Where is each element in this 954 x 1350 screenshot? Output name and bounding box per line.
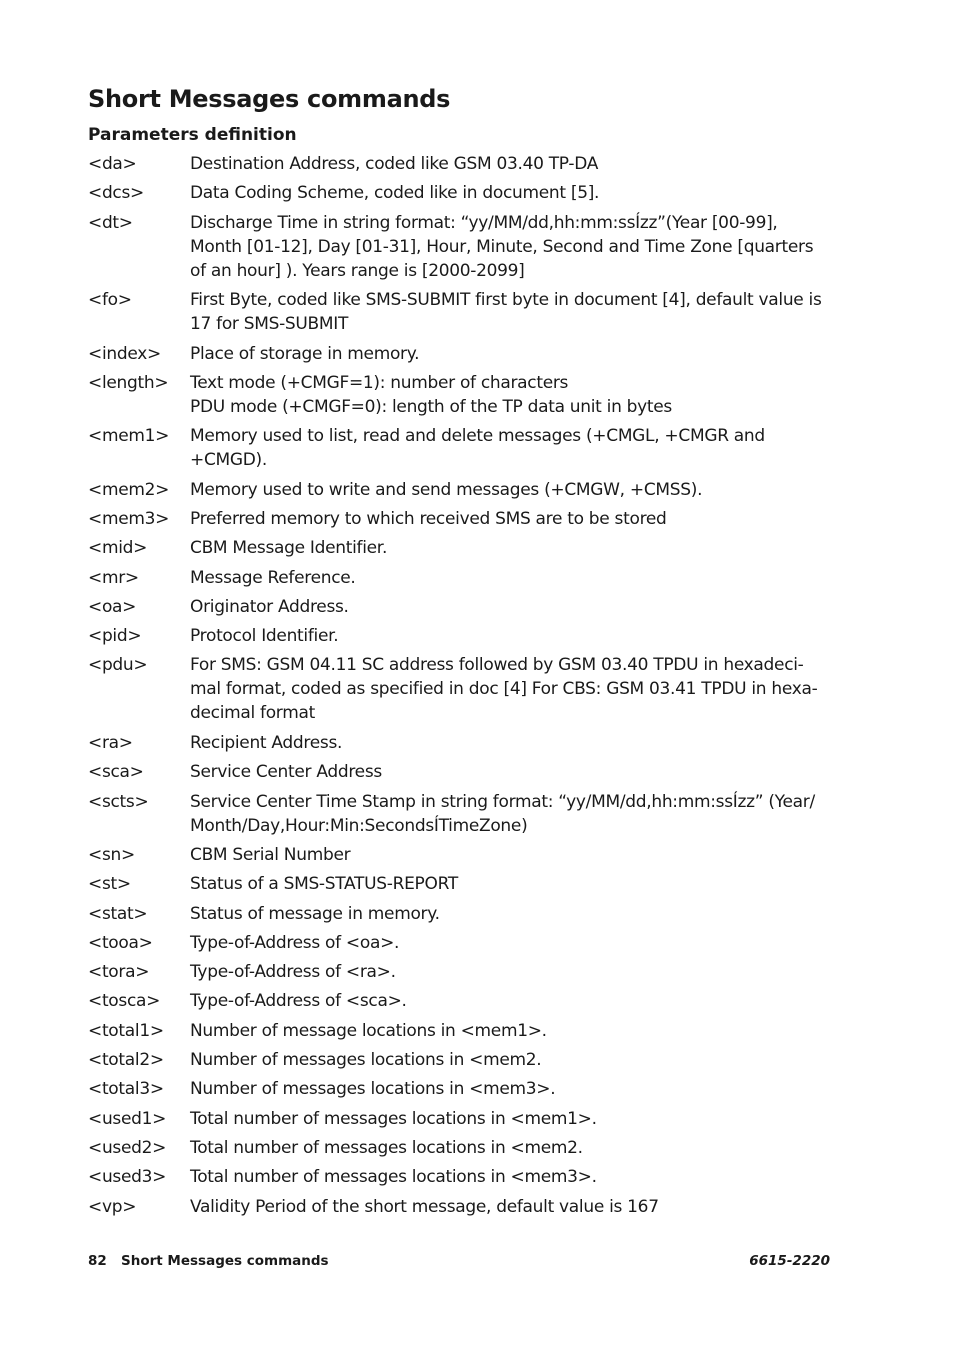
parameter-term: <mem2>: [88, 479, 170, 500]
parameter-term: <da>: [88, 154, 137, 174]
parameter-term: <fo>: [88, 290, 132, 311]
parameter-description: [190, 989, 838, 1013]
parameter-description: [190, 211, 838, 283]
parameter-description: [190, 595, 838, 619]
parameter-description: [190, 931, 838, 955]
parameter-term: <stat>: [88, 903, 148, 924]
description-line: Place of storage in memory.: [190, 343, 420, 364]
description-line: Preferred memory to which received SMS are to be stored: [190, 508, 667, 529]
parameter-term: <index>: [88, 343, 161, 364]
description-line: Text mode (+CMGF=1): number of characters: [190, 372, 569, 393]
description-line: Total number of messages locations in <mem1>.: [190, 1108, 597, 1129]
description-line: 17 for SMS-SUBMIT: [190, 314, 349, 335]
parameter-description: [190, 872, 838, 896]
parameter-description: [190, 536, 838, 560]
parameter-description: [190, 371, 838, 419]
description-line: Service Center Time Stamp in string format: “yy/MM/dd,hh:mm:ssÍzz” (Year/: [190, 791, 815, 812]
description-line: Type-of-Address of <sca>.: [190, 991, 407, 1012]
parameter-description: [190, 731, 838, 755]
parameter-term: <total3>: [88, 1079, 164, 1100]
parameter-description: [190, 843, 838, 867]
parameter-term: <ra>: [88, 732, 133, 753]
parameter-description: [190, 1077, 838, 1101]
parameter-description: [190, 1165, 838, 1189]
description-line: CBM Message Identifier.: [190, 538, 388, 559]
parameter-description: [190, 152, 838, 176]
description-line: PDU mode (+CMGF=0): length of the TP data unit in bytes: [190, 396, 672, 417]
description-line: Service Center Address: [190, 762, 382, 783]
description-line: mal format, coded as specified in doc [4] For CBS: GSM 03.41 TPDU in hexa-: [190, 679, 818, 700]
parameter-description: [190, 181, 838, 205]
parameter-description: [190, 1195, 838, 1219]
parameter-term: <mr>: [88, 567, 139, 588]
parameter-description: [190, 424, 838, 472]
description-line: Number of message locations in <mem1>.: [190, 1020, 547, 1041]
parameter-term: <mem1>: [88, 426, 170, 447]
description-line: Status of message in memory.: [190, 903, 440, 924]
description-line: Total number of messages locations in <mem3>.: [190, 1167, 597, 1188]
description-line: Number of messages locations in <mem3>.: [190, 1079, 556, 1100]
parameter-description: [190, 342, 838, 366]
description-line: Data Coding Scheme, coded like in document [5].: [190, 183, 600, 204]
description-line: Validity Period of the short message, default value is 167: [190, 1196, 659, 1217]
parameter-description: [190, 478, 838, 502]
description-line: Destination Address, coded like GSM 03.40 TP-DA: [190, 154, 599, 174]
page-title: Short Messages commands: [88, 85, 451, 113]
parameter-description: [190, 1019, 838, 1043]
description-line: Discharge Time in string format: “yy/MM/dd,hh:mm:ssÍzz”(Year [00-99],: [190, 212, 778, 233]
description-line: of an hour] ). Years range is [2000-2099]: [190, 260, 525, 281]
parameter-description: [190, 960, 838, 984]
parameter-term: <used3>: [88, 1167, 167, 1188]
description-line: CBM Serial Number: [190, 844, 351, 865]
parameter-description: [190, 653, 838, 725]
parameter-term: <pid>: [88, 626, 142, 647]
parameter-term: <total1>: [88, 1020, 164, 1041]
description-line: Number of messages locations in <mem2.: [190, 1050, 542, 1070]
parameter-term: <scts>: [88, 791, 149, 812]
parameter-term: <used2>: [88, 1137, 167, 1158]
description-line: First Byte, coded like SMS-SUBMIT first byte in document [4], default value is: [190, 290, 822, 311]
parameter-description: [190, 902, 838, 926]
parameter-term: <dcs>: [88, 183, 144, 204]
description-line: For SMS: GSM 04.11 SC address followed by GSM 03.40 TPDU in hexadeci-: [190, 655, 804, 676]
parameter-description: [190, 507, 838, 531]
description-line: Status of a SMS-STATUS-REPORT: [190, 874, 458, 895]
parameter-term: <mem3>: [88, 508, 170, 529]
footer-document-number: 6615-2220: [749, 1253, 830, 1269]
description-line: Month/Day,Hour:Min:SecondsÍTimeZone): [190, 815, 528, 836]
parameter-term: <pdu>: [88, 655, 148, 676]
description-line: Type-of-Address of <oa>.: [190, 932, 400, 953]
section-heading: Parameters definition: [88, 125, 297, 145]
parameter-term: <tosca>: [88, 991, 161, 1012]
parameter-term: <st>: [88, 874, 131, 895]
page-footer: [88, 1250, 830, 1272]
parameter-description: [190, 1136, 838, 1160]
parameter-description: [190, 1107, 838, 1131]
parameter-description: [190, 288, 838, 336]
parameter-term: <mid>: [88, 538, 148, 559]
description-line: +CMGD).: [190, 450, 267, 471]
description-line: Memory used to list, read and delete messages (+CMGL, +CMGR and: [190, 426, 765, 447]
parameter-description: [190, 566, 838, 590]
footer-page-number: 82: [88, 1253, 107, 1269]
description-line: Originator Address.: [190, 596, 349, 617]
description-line: Month [01-12], Day [01-31], Hour, Minute, Second and Time Zone [quarters: [190, 236, 814, 257]
parameter-term: <oa>: [88, 596, 137, 617]
description-line: Protocol Identifier.: [190, 626, 339, 647]
description-line: Memory used to write and send messages (+CMGW, +CMSS).: [190, 479, 703, 500]
description-line: Recipient Address.: [190, 732, 343, 753]
description-line: Total number of messages locations in <mem2.: [190, 1137, 583, 1158]
parameter-term: <used1>: [88, 1108, 167, 1129]
parameter-term: <sn>: [88, 844, 135, 865]
parameter-description: [190, 624, 838, 648]
parameter-term: <vp>: [88, 1196, 137, 1217]
footer-section-title: Short Messages commands: [121, 1253, 329, 1269]
description-line: Type-of-Address of <ra>.: [190, 962, 396, 983]
description-line: Message Reference.: [190, 567, 356, 588]
parameter-term: <total2>: [88, 1050, 164, 1070]
description-line: decimal format: [190, 703, 315, 724]
parameter-description: [190, 760, 838, 784]
parameter-description: [190, 1048, 838, 1072]
parameter-term: <tooa>: [88, 932, 153, 953]
parameter-term: <tora>: [88, 962, 150, 983]
parameter-description: [190, 790, 838, 838]
parameter-term: <length>: [88, 372, 169, 393]
parameter-term: <sca>: [88, 762, 144, 783]
parameter-term: <dt>: [88, 212, 133, 233]
